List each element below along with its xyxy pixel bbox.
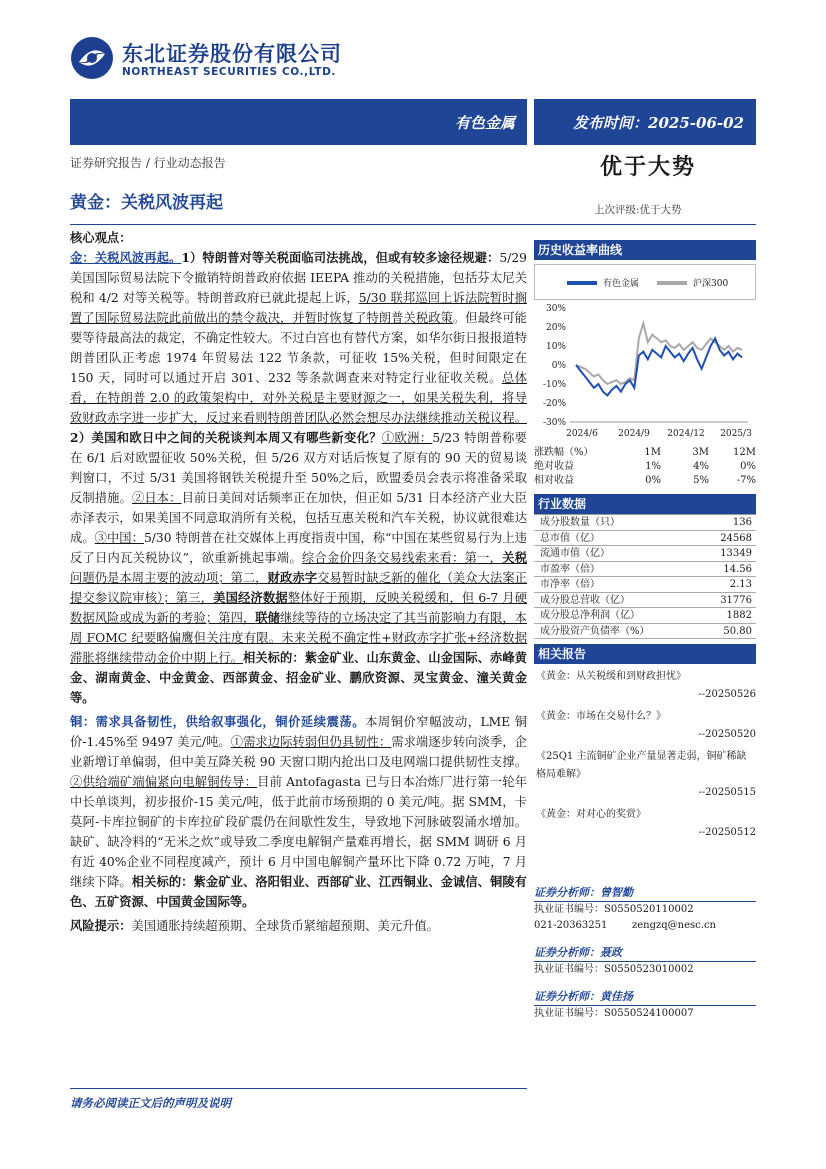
data-label: 市盈率（倍） [540, 563, 600, 575]
return-chart [534, 300, 756, 446]
data-label: 成分股总营收（亿） [540, 594, 630, 606]
return-cell: 12M [733, 447, 756, 458]
report-date: --20250512 [698, 827, 756, 838]
industry-data-table [534, 514, 756, 639]
analyst-cert [534, 962, 756, 978]
page-title: 黄金：关税风波再起 [70, 193, 223, 213]
analyst-email[interactable]: zengzq@nesc.cn [631, 920, 716, 931]
core-label: 核心观点： [70, 230, 132, 245]
sector-band [70, 99, 527, 145]
analysts [534, 884, 756, 1032]
y-tick-label: 30% [545, 304, 566, 314]
data-row [534, 562, 756, 578]
legend-swatch-sector [567, 281, 597, 285]
data-value: 14.56 [723, 563, 752, 575]
report-item[interactable] [534, 806, 756, 842]
analyst-contact [534, 918, 756, 934]
analyst-name: 证券分析师：聂政 [534, 944, 756, 962]
data-value: 50.80 [723, 625, 752, 637]
data-value: 2.13 [729, 579, 752, 590]
return-cell: 1M [644, 447, 661, 458]
chart-header: 历史收益率曲线 [534, 240, 756, 260]
cert-label: 执业证书编号：S0550523010002 [534, 964, 694, 975]
data-value: 13349 [720, 548, 752, 559]
return-cell: 5% [693, 475, 709, 486]
risk-text: 美国通胀持续超预期、全球货币紧缩超预期、美元升值。 [131, 919, 439, 933]
copper-paragraph: 铜：需求具备韧性，供给叙事强化，铜价延续震荡。本周铜价窄幅波动，LME 铜价-1.45%至 9497 美元/吨。①需求边际转弱但仍具韧性：需求端逐步转向淡季，企业新增订单偏弱，但中美互降关税 90 天窗口期内抢出口及电网端口提供韧性支撑。②供给端矿端偏紧向电解铜传导：目前 Antofagasta 已与日本冶炼厂进行第一轮年中长单谈判，初步报价-15 美元/吨，低于此前市场预期的 0 美元/吨。据 SMM，卡莫阿-卡库拉铜矿的卡库拉矿段矿震仍在间歇性发生，导致地下河脉破裂涌水增加。缺矿、缺冷料的“无米之炊”或导致二季度电解铜产量难再增长，据 SMM 调研 6 月有近 40%企业不同程度减产，预计 6 月中国电解铜产量环比下降 0.72 万吨，7 月继续下降。相关标的：紫金矿业、洛阳钼业、西部矿业、江西铜业、金诚信、铜陵有色、五矿资源、中国黄金国际等。 [70, 714, 527, 909]
return-cell: -7% [736, 475, 756, 486]
footer-disclaimer: 请务必阅读正文后的声明及说明 [70, 1096, 231, 1110]
rating: 优于大势 [600, 154, 697, 180]
data-value: 1882 [726, 610, 752, 621]
data-row [534, 515, 756, 531]
data-row [534, 531, 756, 547]
company-logo-icon [70, 36, 114, 80]
data-label: 成分股数量（只） [540, 517, 620, 528]
breadcrumb: 证券研究报告 / 行业动态报告 [70, 156, 226, 170]
y-tick-label: -10% [542, 380, 566, 390]
copper-related-list: 紫金矿业、洛阳钼业、西部矿业、江西铜业、金诚信、铜陵有色、五矿资源、中国黄金国际等。 [70, 874, 527, 909]
y-tick-label: -30% [542, 418, 566, 428]
return-table-header [534, 446, 756, 460]
data-row [534, 577, 756, 593]
related-reports [534, 664, 756, 842]
return-table [534, 446, 756, 488]
report-title[interactable]: 《黄金：对对心的奖赏》 [536, 809, 646, 820]
data-row [534, 624, 756, 640]
data-label: 市净率（倍） [540, 579, 600, 590]
y-tick-label: 0% [551, 361, 566, 371]
company-logo [70, 34, 400, 82]
data-label: 总市值（亿） [540, 532, 600, 544]
risk-label: 风险提示： [70, 918, 132, 933]
analyst-block [534, 944, 756, 978]
data-label: 成分股总净利润（亿） [540, 610, 640, 621]
y-tick-label: 20% [545, 323, 566, 333]
data-value: 136 [732, 517, 752, 528]
analyst-cert [534, 902, 756, 918]
x-tick-label: 2024/12 [667, 429, 705, 439]
footer-divider [70, 1088, 527, 1089]
publish-date: 发布时间：2025-06-02 [573, 113, 744, 132]
cert-label: 执业证书编号：S0550524100007 [534, 1008, 694, 1019]
analyst-name: 证券分析师：曾智勤 [534, 884, 756, 902]
publish-band [534, 99, 756, 145]
return-cell: 相对收益 [534, 475, 574, 486]
return-cell: 涨跌幅（%） [534, 447, 594, 458]
data-label: 流通市值（亿） [540, 548, 610, 559]
return-cell: 4% [693, 461, 709, 472]
data-value: 31776 [720, 594, 752, 606]
data-row [534, 608, 756, 624]
gold-p2-bold: 2）美国和欧日中之间的关税谈判本周又有哪些新变化？ [70, 430, 382, 445]
sector-label: 有色金属 [454, 113, 515, 132]
analyst-block [534, 988, 756, 1022]
data-row [534, 593, 756, 609]
data-value: 24568 [720, 532, 752, 544]
data-header: 行业数据 [534, 494, 756, 514]
return-cell: 3M [692, 447, 709, 458]
gold-p1-bold: 1）特朗普对等关税面临司法挑战，但或有较多途径规避： [181, 250, 500, 265]
series-line-0 [576, 338, 742, 395]
series-line-1 [576, 323, 742, 384]
risk-paragraph [70, 916, 527, 936]
report-item[interactable] [534, 668, 756, 704]
report-title[interactable]: 《25Q1 主流铜矿企业产量显著走弱，铜矿稀缺格局难解》 [536, 751, 747, 780]
data-label: 成分股资产负债率（%） [540, 625, 650, 637]
data-row [534, 546, 756, 562]
report-title[interactable]: 《黄金：市场在交易什么？》 [536, 711, 666, 722]
company-name-en: NORTHEAST SECURITIES CO.,LTD. [122, 66, 336, 78]
report-date: --20250515 [698, 787, 756, 798]
return-cell: 0% [645, 475, 661, 486]
analyst-phone: 021-20363251 [534, 920, 608, 931]
report-item[interactable] [534, 748, 756, 802]
return-cell: 绝对收益 [534, 461, 574, 472]
return-table-row [534, 474, 756, 488]
legend-swatch-index [657, 281, 687, 285]
gold-heading: 金：关税风波再起。 [70, 250, 182, 265]
return-cell: 0% [740, 461, 756, 472]
gold-related-list: 紫金矿业、山东黄金、山金国际、赤峰黄金、湖南黄金、中金黄金、西部黄金、招金矿业、鹏欣资源、灵宝黄金、潼关黄金等。 [70, 650, 527, 705]
x-tick-label: 2025/3 [720, 429, 752, 439]
last-rating: 上次评级:优于大势 [594, 204, 682, 216]
gold-paragraph: 金：关税风波再起。1）特朗普对等关税面临司法挑战，但或有较多途径规避：5/29 美国国际贸易法院下令撤销特朗普政府依据 IEEPA 推动的关税措施，包括芬太尼关税和 4/2 对等关税等。特朗普政府已就此提起上诉，5/30 联邦巡回上诉法院暂时搁置了国际贸易法院此前做出的禁令裁决，并暂时恢复了特朗普关税政策。但最终可能要等待最高法的裁定，不确定性较大。不过白宫也有替代方案，如华尔街日报报道特朗普团队正考虑 1974 年贸易法 122 节条款，可征收 15%关税，但时间限定在 150 天，同时可以通过开启 301、232 等条款调查来对特定行业征收关税。总体看，在特朗普 2.0 的政策架构中，对外关税是主要财源之一，如果关税失利，将导致财政赤字进一步扩大，反过来看则特朗普团队必然会想尽办法继续推动关税议程。2）美国和欧日中之间的关税谈判本周又有哪些新变化？①欧洲：5/23 特朗普称要在 6/1 后对欧盟征收 50%关税，但 5/26 双方对话后恢复了原有的 90 天的贸易谈判窗口，不过 5/31 美国将钢铁关税提升至 50%之后，欧盟委员会表示将准备采取反制措施。②日本：目前日美间对话频率正在加快，但正如 5/31 日本经济产业大臣赤泽表示，如果美国不同意取消所有关税，包括互惠关税和汽车关税，协议就很难达成。③中国：5/30 特朗普在社交媒体上再度指责中国，称“中国在某些贸易行为上违反了日内瓦关税协议”，欲重新挑起事端。综合金价四条交易线索来看：第一，关税问题仍是本周主要的波动项；第二，财政赤字交易暂时缺乏新的催化（美众大法案正提交参议院审核）；第三，美国经济数据整体好于预期，反映关税缓和，但 6-7 月硬数据风险或成为新的考验；第四，联储继续等待的立场决定了其当前影响力有限，本周 FOMC 纪要略偏鹰但关注度有限。未来关税不确定性+财政赤字扩张+经济数据滞胀将继续带动金价中期上行。相关标的：紫金矿业、山东黄金、山金国际、赤峰黄金、湖南黄金、中金黄金、西部黄金、招金矿业、鹏欣资源、灵宝黄金、潼关黄金等。 [70, 250, 527, 705]
main-body [70, 228, 527, 936]
y-tick-label: 10% [545, 342, 566, 352]
cert-label: 执业证书编号：S0550520110002 [534, 904, 694, 915]
reports-header: 相关报告 [534, 644, 756, 664]
report-title[interactable]: 《黄金：从关税缓和到财政担忧》 [536, 671, 686, 682]
chart-legend [534, 264, 756, 300]
analyst-block [534, 884, 756, 934]
y-tick-label: -20% [542, 399, 566, 409]
title-divider [70, 224, 756, 225]
legend-item-sector: 有色金属 [567, 276, 639, 289]
copper-related-label: 相关标的： [131, 874, 194, 889]
x-tick-label: 2024/9 [618, 429, 650, 439]
gold-related-label: 相关标的： [242, 650, 305, 665]
report-date: --20250520 [698, 729, 756, 740]
x-tick-label: 2024/6 [566, 429, 598, 439]
company-name-cn: 东北证券股份有限公司 [122, 42, 342, 66]
report-date: --20250526 [698, 689, 756, 700]
return-cell: 1% [645, 461, 661, 472]
return-table-row [534, 460, 756, 474]
report-item[interactable] [534, 708, 756, 744]
legend-item-index: 沪深300 [657, 276, 728, 289]
copper-heading: 铜：需求具备韧性，供给叙事强化，铜价延续震荡。 [70, 714, 366, 729]
analyst-name: 证券分析师：黄佳扬 [534, 988, 756, 1006]
analyst-cert [534, 1006, 756, 1022]
